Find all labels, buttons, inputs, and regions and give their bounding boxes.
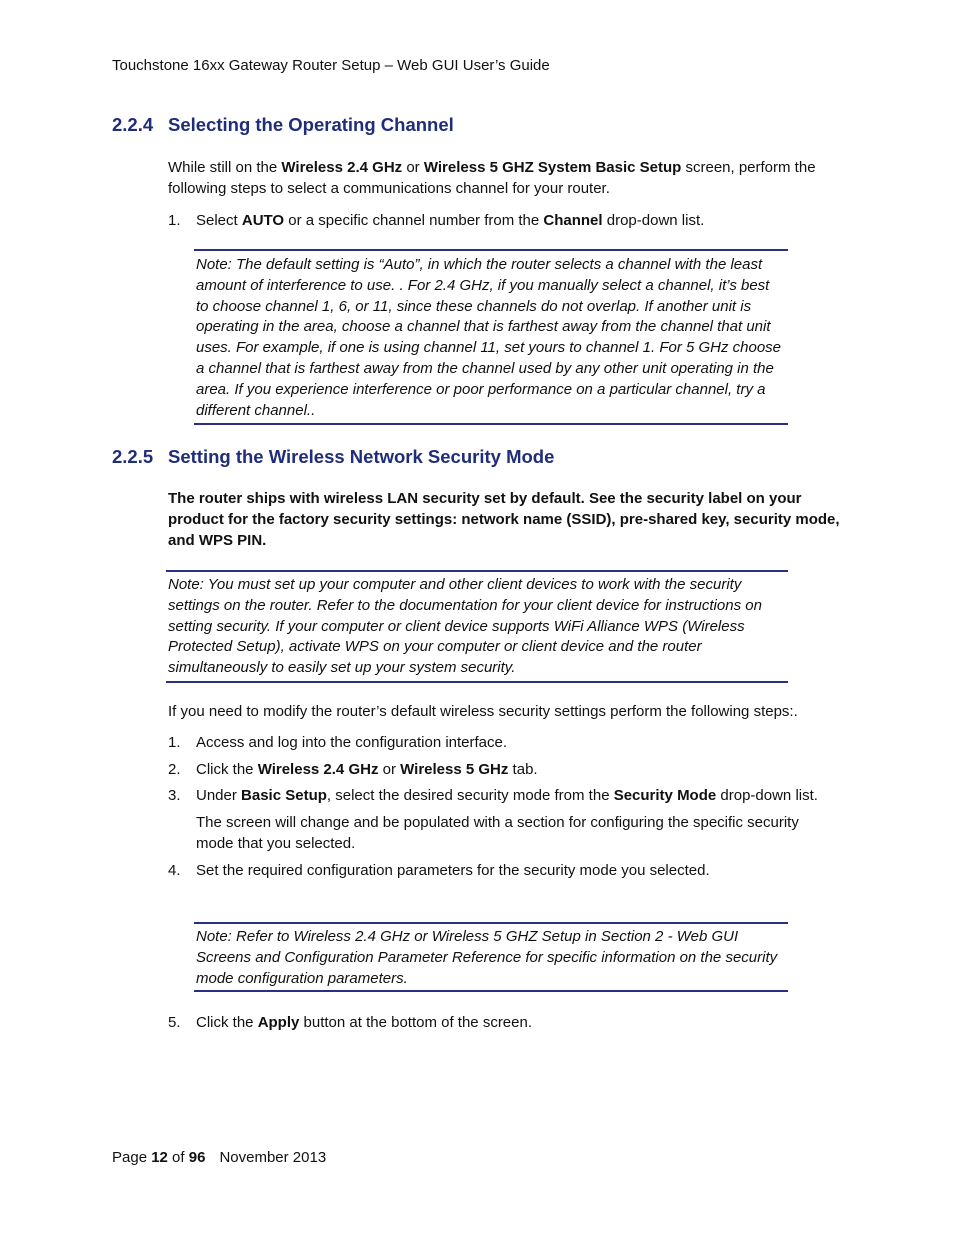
page-total: 96 bbox=[188, 1149, 206, 1166]
channel-steps-list bbox=[168, 210, 836, 231]
reference-note-box bbox=[194, 922, 788, 992]
step-bold: Security Mode bbox=[613, 787, 717, 804]
step-bold: Wireless 2.4 GHz bbox=[257, 761, 379, 778]
page-footer bbox=[112, 1148, 326, 1168]
page-of-label: of bbox=[167, 1149, 189, 1166]
step-followup-text: The screen will change and be populated with a section for configuring the specific security mode that you selected. bbox=[196, 814, 799, 852]
channel-note-box bbox=[194, 249, 788, 425]
publication-date: November 2013 bbox=[219, 1149, 327, 1166]
list-item bbox=[168, 210, 836, 231]
section-title: Selecting the Operating Channel bbox=[168, 114, 454, 135]
list-item bbox=[168, 759, 836, 780]
step-text: drop-down list. bbox=[716, 787, 818, 804]
step-text: button at the bottom of the screen. bbox=[299, 1014, 533, 1031]
step-number: 5. bbox=[168, 1014, 181, 1031]
section-heading-2-2-4 bbox=[112, 113, 454, 137]
step-bold: Wireless 5 GHz bbox=[400, 761, 509, 778]
step-number: 3. bbox=[168, 787, 181, 804]
section-title: Setting the Wireless Network Security Mode bbox=[168, 446, 555, 467]
security-note-box bbox=[166, 570, 788, 683]
intro-text: screen, perform the following steps to select a communications channel for your router. bbox=[168, 159, 816, 197]
step-number: 1. bbox=[168, 734, 181, 751]
step-text: , select the desired security mode from the bbox=[326, 787, 614, 804]
intro-bold: Wireless 5 GHZ System Basic Setup bbox=[423, 159, 682, 176]
step-text: tab. bbox=[508, 761, 538, 778]
section-intro bbox=[168, 157, 838, 199]
step-text: Access and log into the configuration interface. bbox=[196, 734, 508, 751]
list-item bbox=[168, 860, 836, 881]
step-bold: AUTO bbox=[241, 212, 285, 229]
list-item bbox=[168, 732, 836, 753]
step-text: drop-down list. bbox=[602, 212, 705, 229]
note-text: Note: The default setting is “Auto”, in which the router selects a channel with the least amount of interference to use. . For 2.4 GHz, if you manually select a channel, it’s best to choose channel 1, 6, or 11, since these channels do not overlap. If another unit is operating in the area, choose a channel that is farthest away from the channel that unit uses. For example, if one is using channel 11, set yours to channel 1. For 5 GHz choose a channel that is farthest away from the channel used by any other unit operating in the area. If you experience interference or poor performance on a particular channel, try a different channel.. bbox=[196, 256, 782, 419]
step-text: Click the bbox=[196, 1014, 258, 1031]
step-bold: Channel bbox=[543, 212, 603, 229]
intro-bold: Wireless 2.4 GHz bbox=[281, 159, 403, 176]
step-text: Set the required configuration parameters for the security mode you selected. bbox=[196, 862, 710, 879]
intro-text: or bbox=[402, 159, 424, 176]
note-text: Note: You must set up your computer and other client devices to work with the security settings on the router. Refer to the documentation for your client device for instructions on setting security. If your computer or client device supports WiFi Alliance WPS (Wireless Protected Setup), activate WPS on your computer or client device and the router simultaneously to easily set up your system security. bbox=[168, 576, 762, 677]
security-steps-list bbox=[168, 732, 836, 881]
page-label: Page bbox=[112, 1149, 152, 1166]
step-number: 4. bbox=[168, 862, 181, 879]
step-number: 1. bbox=[168, 212, 181, 229]
step-bold: Basic Setup bbox=[241, 787, 327, 804]
step-text: Click the bbox=[196, 761, 258, 778]
section-number: 2.2.5 bbox=[112, 446, 154, 467]
security-default-statement: The router ships with wireless LAN security set by default. See the security label on your product for the factory security settings: network name (SSID), pre-shared key, security mode, and WPS PIN. bbox=[168, 490, 840, 549]
running-header: Touchstone 16xx Gateway Router Setup – Web GUI User’s Guide bbox=[112, 57, 550, 74]
step-text: or a specific channel number from the bbox=[284, 212, 544, 229]
step-number: 2. bbox=[168, 761, 181, 778]
list-item bbox=[168, 1012, 836, 1033]
step-bold: Apply bbox=[257, 1014, 300, 1031]
section-number: 2.2.4 bbox=[112, 114, 154, 135]
step-text: Under bbox=[196, 787, 242, 804]
page-number: 12 bbox=[151, 1149, 168, 1166]
list-item bbox=[168, 785, 836, 854]
apply-steps-list bbox=[168, 1012, 836, 1033]
step-text: Select bbox=[196, 212, 242, 229]
section-heading-2-2-5 bbox=[112, 445, 554, 469]
intro-text: While still on the bbox=[168, 159, 282, 176]
note-text: Note: Refer to Wireless 2.4 GHz or Wireless 5 GHZ Setup in Section 2 - Web GUI Screens and Configuration Parameter Reference for specific information on the security mode configuration parameters. bbox=[196, 928, 778, 987]
modify-intro: If you need to modify the router’s default wireless security settings perform the following steps:. bbox=[168, 703, 798, 720]
step-text: or bbox=[378, 761, 401, 778]
